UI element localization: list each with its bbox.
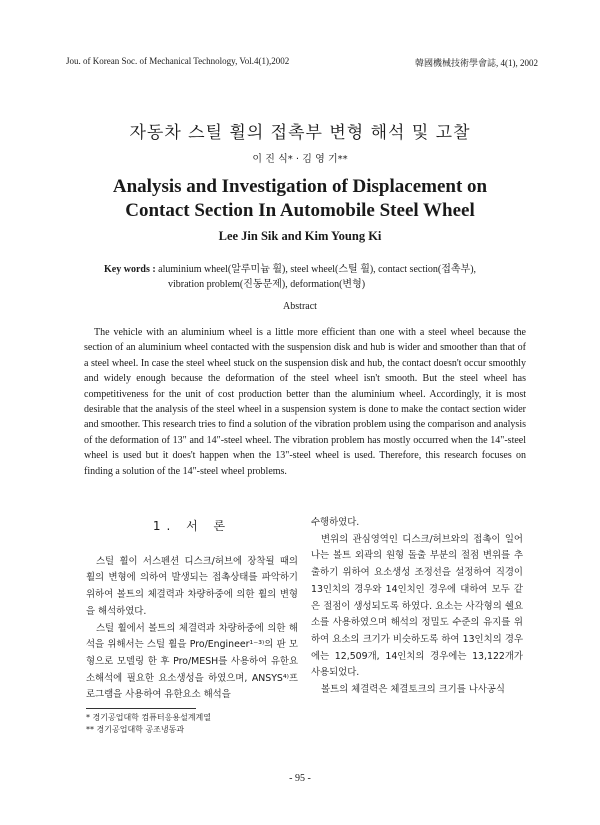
footnote-rule xyxy=(86,708,196,709)
english-title-line-2: Contact Section In Automobile Steel Wheel xyxy=(125,200,475,221)
english-authors: Lee Jin Sik and Kim Young Ki xyxy=(218,229,382,243)
keywords xyxy=(104,262,524,292)
right-paragraph-2: 볼트의 체결력은 체결토크의 크기를 나사공식 xyxy=(321,684,505,696)
left-paragraph-1: 스틸 휠이 서스펜션 디스크/허브에 장착될 때의 휠의 변형에 의하여 발생되는 접촉상태를 파악하기 위하여 볼트의 체결력과 차량하중에 의한 휠의 변형을 해석하였다. xyxy=(86,555,298,617)
page-number: - 95 - xyxy=(289,773,311,784)
keywords-label: Key words : xyxy=(104,264,156,275)
right-paragraph-0: 수행하였다. xyxy=(311,517,360,528)
abstract-text: The vehicle with an aluminium wheel is a little more efficient than one with a steel wheel because the section of an aluminium wheel contacted with the suspension disk and hub is wider and smoother than that of a steel wheel. In case the steel wheel stuck on the suspension disk and hub, the contact doesn't occur smoothly and widely enough because the deformation of the steel wheel isn't smooth. But the steel wheel has competitiveness for the unit of cost production better than the aluminium wheel. Accordingly, it is most desirable that the analysis of the steel wheel in a suspension system is done to make the contact section wider and smoother. This research tries to find a solution of the vibration problem using the comparison and analysis of the deformation of 13" and 14"-steel wheel. The vibration problem has mostly occurred when the 14"-steel wheel is used but it does't happen when the 13"-steel wheel is used. Therefore, this research focuses on finding a solution of the 14"-steel wheel problems. xyxy=(84,327,526,477)
journal-header-korean: 韓國機械技術學會誌, 4(1), 2002 xyxy=(415,58,538,68)
section-title-introduction: 1. 서 론 xyxy=(152,519,232,533)
right-paragraph-1: 변위의 관심영역인 디스크/허브와의 접촉이 일어나는 볼트 외곽의 원형 돌출 부분의 절점 변위를 추출하기 위하여 요소생성 조정선을 설정하여 직경이 13인치의 경우와 14인치인 경우에 대하여 모두 같은 절점이 생성되도록 하였다. 요소는 사각형의 쉘요소를 사용하였으며 해석의 정밀도 수준의 유지를 위하여 요소의 크기가 비슷하도록 하여 13인치의 경우에는 12,509개, 14인치의 경우에는 13,122개가 사용되었다. xyxy=(311,533,523,679)
right-column xyxy=(311,515,523,699)
abstract-heading: Abstract xyxy=(283,301,317,312)
footnote-1: * 경기공업대학 컴퓨터응용설계계열 xyxy=(86,713,212,722)
english-title-line-1: Analysis and Investigation of Displacement on xyxy=(112,176,488,197)
journal-header-english: Jou. of Korean Soc. of Mechanical Technology, Vol.4(1),2002 xyxy=(66,56,290,66)
footnote-2: ** 경기공업대학 공조냉동과 xyxy=(86,725,185,734)
keywords-line-1: aluminium wheel(알루미늄 휠), steel wheel(스틸 휠), contact section(접촉부), xyxy=(158,264,477,275)
keywords-line-2: vibration problem(진동문제), deformation(변형) xyxy=(168,279,366,290)
korean-authors: 이 진 식* · 김 영 기** xyxy=(252,154,348,165)
english-title xyxy=(0,175,600,223)
left-paragraph-2: 스틸 휠에서 볼트의 체결력과 차량하중에 의한 해석을 위해서는 스틸 휠을 Pro/Engineer¹⁻³⁾의 판 모형으로 모델링 한 후 Pro/MESH를 사용하여 유한요소해석에 필요한 요소생성을 하였으며, ANSYS⁴⁾프로그램을 사용하여 유한요소 해석을 xyxy=(86,622,298,701)
korean-title: 자동차 스틸 휠의 접촉부 변형 해석 및 고찰 xyxy=(129,123,471,143)
left-column xyxy=(86,518,298,704)
